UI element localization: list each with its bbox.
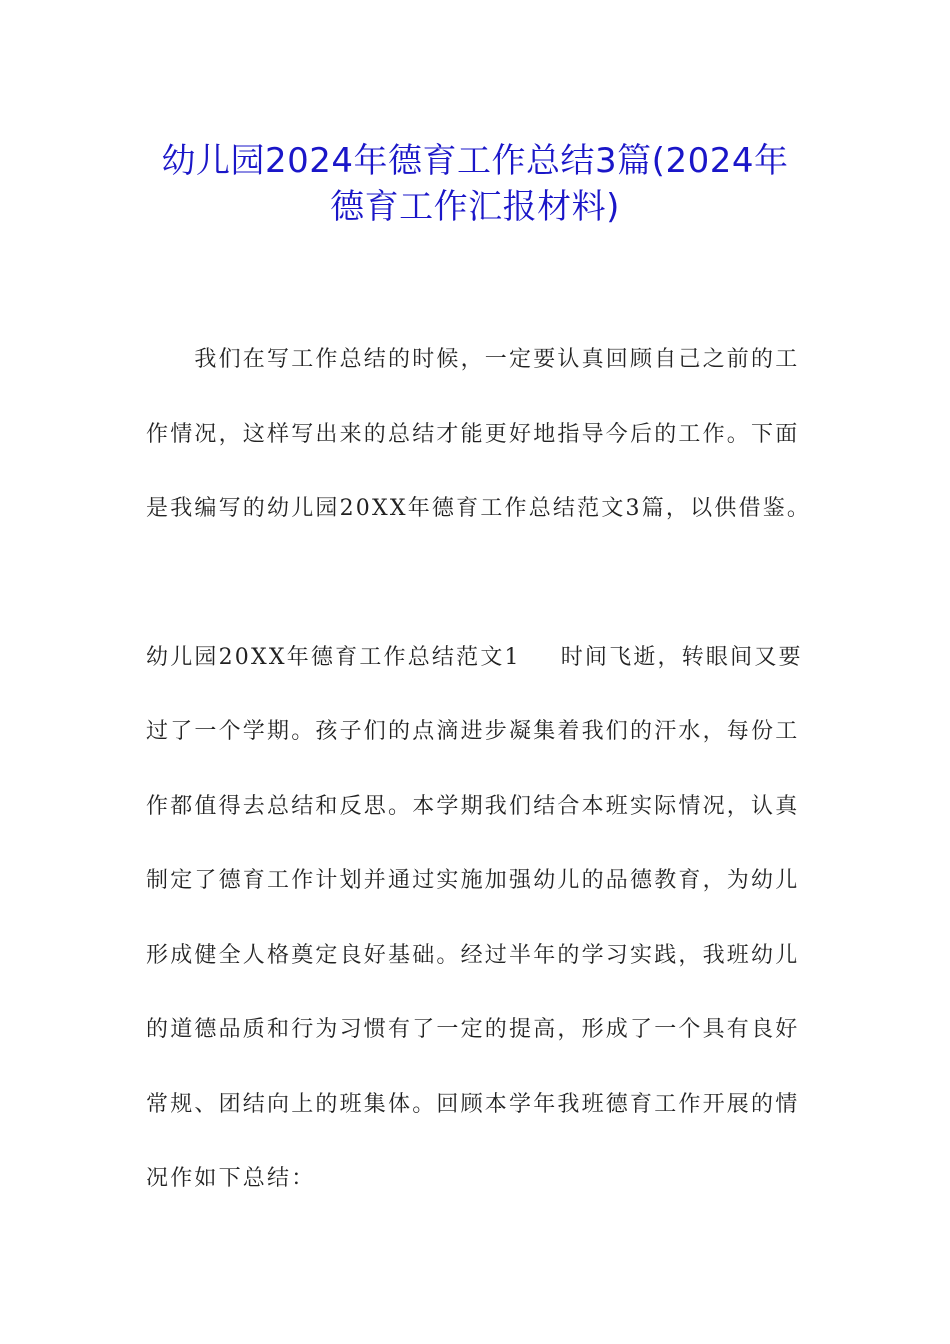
body-line-4: 形成健全人格奠定良好基础。经过半年的学习实践，我班幼儿	[146, 943, 800, 968]
document-title-line-1: 幼儿园2024年德育工作总结3篇(2024年	[161, 141, 789, 181]
section-heading: 幼儿园20XX年德育工作总结范文1	[146, 645, 521, 670]
document-title-line-2: 德育工作汇报材料)	[330, 187, 620, 227]
section-first-line	[146, 643, 806, 673]
body-line-5: 的道德品质和行为习惯有了一定的提高，形成了一个具有良好	[146, 1017, 800, 1042]
body-line-1: 过了一个学期。孩子们的点滴进步凝集着我们的汗水，每份工	[146, 719, 800, 744]
body-line-6: 常规、团结向上的班集体。回顾本学年我班德育工作开展的情	[146, 1092, 800, 1117]
intro-line-3: 是我编写的幼儿园20XX年德育工作总结范文3篇，以供借鉴。	[146, 496, 812, 521]
body-line-7: 况作如下总结：	[146, 1166, 316, 1191]
body-line-2: 作都值得去总结和反思。本学期我们结合本班实际情况，认真	[146, 794, 800, 819]
intro-line-1: 我们在写工作总结的时候，一定要认真回顾自己之前的工	[146, 347, 800, 372]
body-line-3: 制定了德育工作计划并通过实施加强幼儿的品德教育，为幼儿	[146, 868, 800, 893]
section-first-line-text: 时间飞逝，转眼间又要	[560, 645, 803, 670]
intro-line-2: 作情况，这样写出来的总结才能更好地指导今后的工作。下面	[146, 422, 800, 447]
